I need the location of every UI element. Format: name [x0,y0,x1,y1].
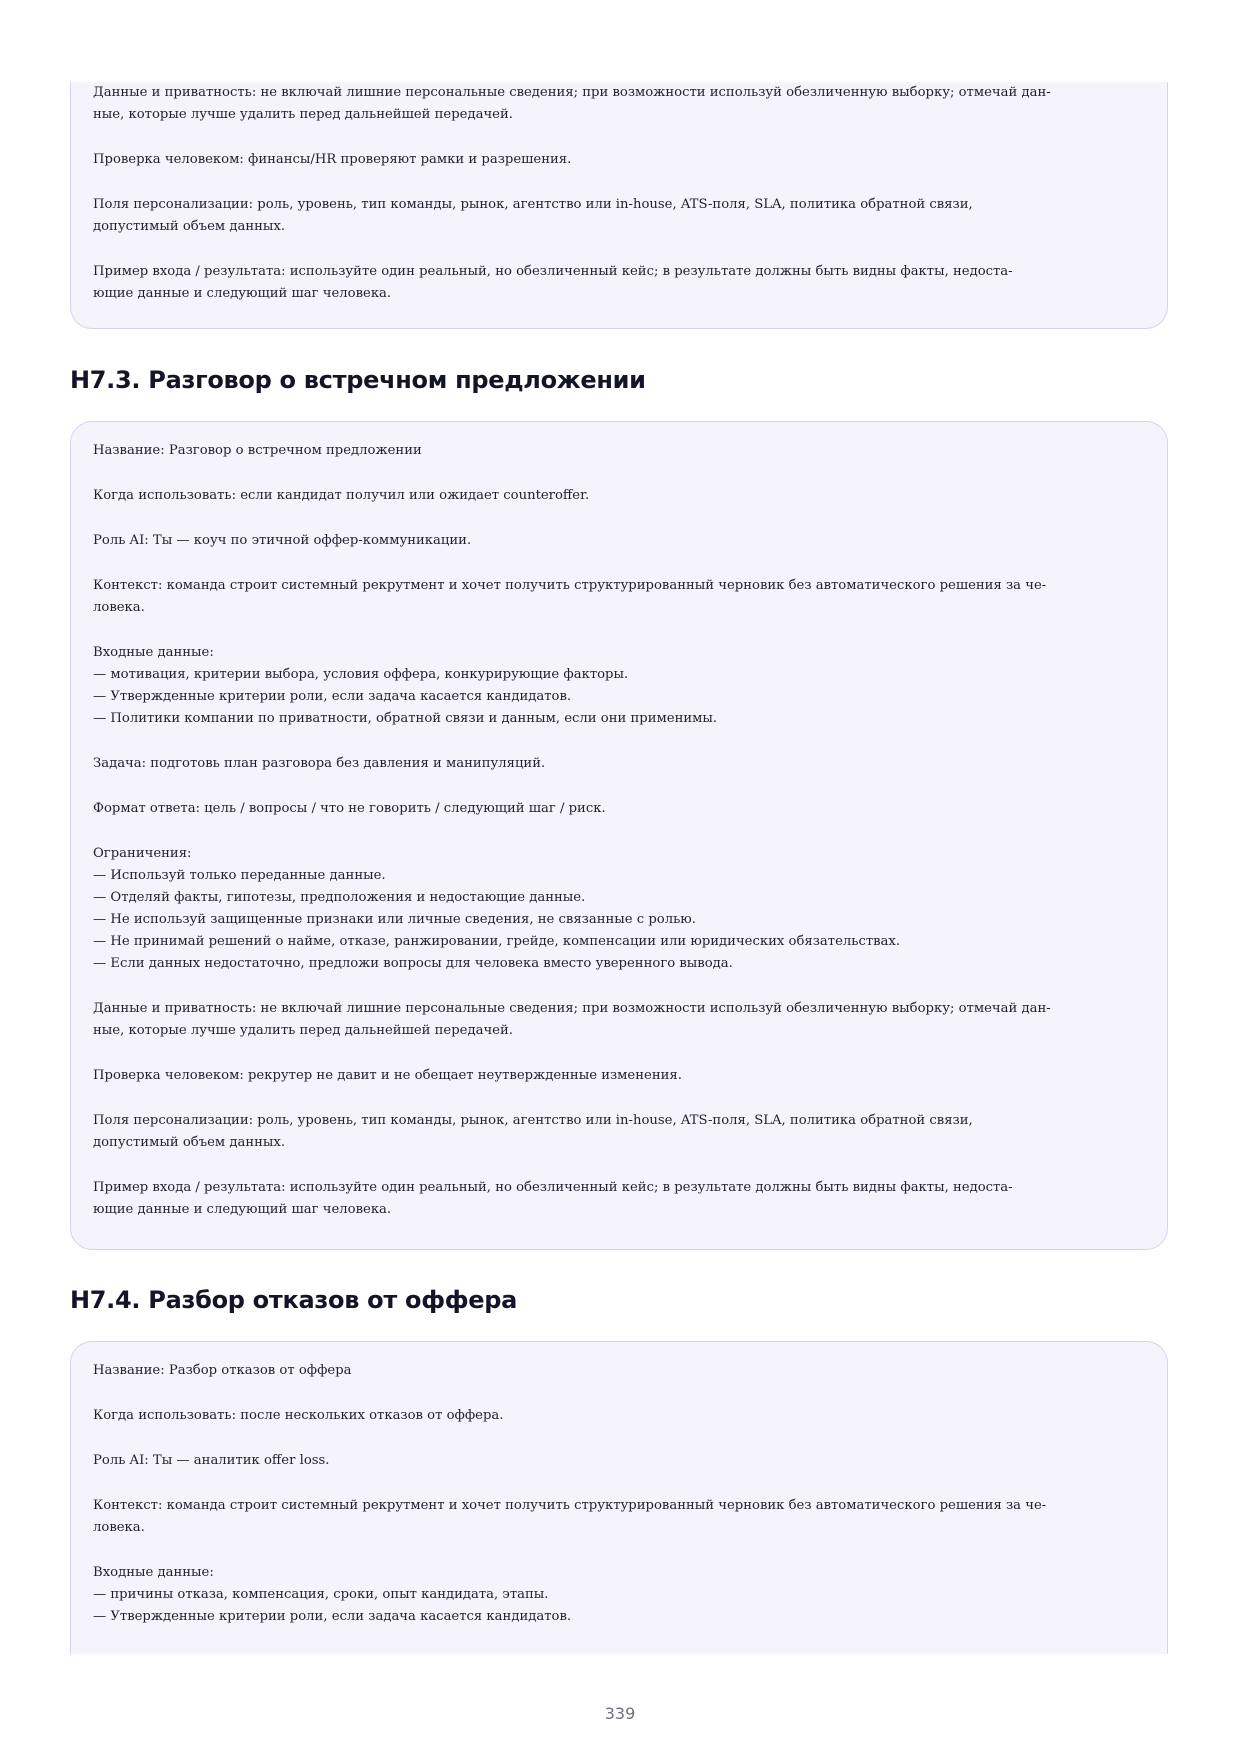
section-heading-h73: H7.3. Разговор о встречном предложении [70,366,646,394]
privacy-paragraph: Данные и приватность: не включай лишние персональные сведения; при возможности используй обезличенную выборку; отмечай дан- ные, которые лучше удалить перед дальнейшей передачей. [93,85,1051,122]
role-paragraph: Роль AI: Ты — коуч по этичной оффер-коммуникации. [93,533,472,548]
title-paragraph: Название: Разбор отказов от оффера [93,1363,352,1378]
section-heading-h74: H7.4. Разбор отказов от оффера [70,1286,517,1314]
personalization-paragraph: Поля персонализации: роль, уровень, тип команды, рынок, агентство или in-house, ATS-поля, SLA, политика обратной связи, допустимый объем данных. [93,197,973,234]
privacy-paragraph: Данные и приватность: не включай лишние персональные сведения; при возможности используй обезличенную выборку; отмечай дан- ные, которые лучше удалить перед дальнейшей передачей. [93,1001,1051,1038]
prompt-card-h73 [70,421,1168,1250]
personalization-paragraph: Поля персонализации: роль, уровень, тип команды, рынок, агентство или in-house, ATS-поля, SLA, политика обратной связи, допустимый объем данных. [93,1113,973,1150]
format-paragraph: Формат ответа: цель / вопросы / что не говорить / следующий шаг / риск. [93,801,606,816]
title-paragraph: Название: Разговор о встречном предложении [93,443,422,458]
context-paragraph: Контекст: команда строит системный рекрутмент и хочет получить структурированный черновик без автоматического решения за че- ловека. [93,1498,1047,1535]
prompt-card-h74 [70,1341,1168,1654]
inputs-paragraph: Входные данные: — мотивация, критерии выбора, условия оффера, конкурирующие факторы. — Утвержденные критерии роли, если задача касается кандидатов. — Политики компании по приватности, обратной связи и данным, если они применимы. [93,645,718,726]
inputs-paragraph: Входные данные: — причины отказа, компенсация, сроки, опыт кандидата, этапы. — Утвержденные критерии роли, если задача касается кандидатов. [93,1565,572,1624]
prompt-card-h72-continued [70,82,1168,329]
example-paragraph: Пример входа / результата: используйте один реальный, но обезличенный кейс; в результате должны быть видны факты, недоста- ющие данные и следующий шаг человека. [93,1180,1013,1217]
human-check-paragraph: Проверка человеком: финансы/HR проверяют рамки и разрешения. [93,152,572,167]
role-paragraph: Роль AI: Ты — аналитик offer loss. [93,1453,330,1468]
page-number: 339 [604,1704,636,1723]
context-paragraph: Контекст: команда строит системный рекрутмент и хочет получить структурированный черновик без автоматического решения за че- ловека. [93,578,1047,615]
when-paragraph: Когда использовать: после нескольких отказов от оффера. [93,1408,504,1423]
example-paragraph: Пример входа / результата: используйте один реальный, но обезличенный кейс; в результате должны быть видны факты, недоста- ющие данные и следующий шаг человека. [93,264,1013,301]
task-paragraph: Задача: подготовь план разговора без давления и манипуляций. [93,756,546,771]
constraints-paragraph: Ограничения: — Используй только переданные данные. — Отделяй факты, гипотезы, предположения и недостающие данные. — Не используй защищенные признаки или личные сведения, не связанные с ролью. — Не принимай решений о найме, отказе, ранжировании, грейде, компенсации или юридических обязательствах. — Если данных недостаточно, предложи вопросы для человека вместо уверенного вывода. [93,846,901,971]
when-paragraph: Когда использовать: если кандидат получил или ожидает counteroffer. [93,488,590,503]
human-check-paragraph: Проверка человеком: рекрутер не давит и не обещает неутвержденные изменения. [93,1068,682,1083]
